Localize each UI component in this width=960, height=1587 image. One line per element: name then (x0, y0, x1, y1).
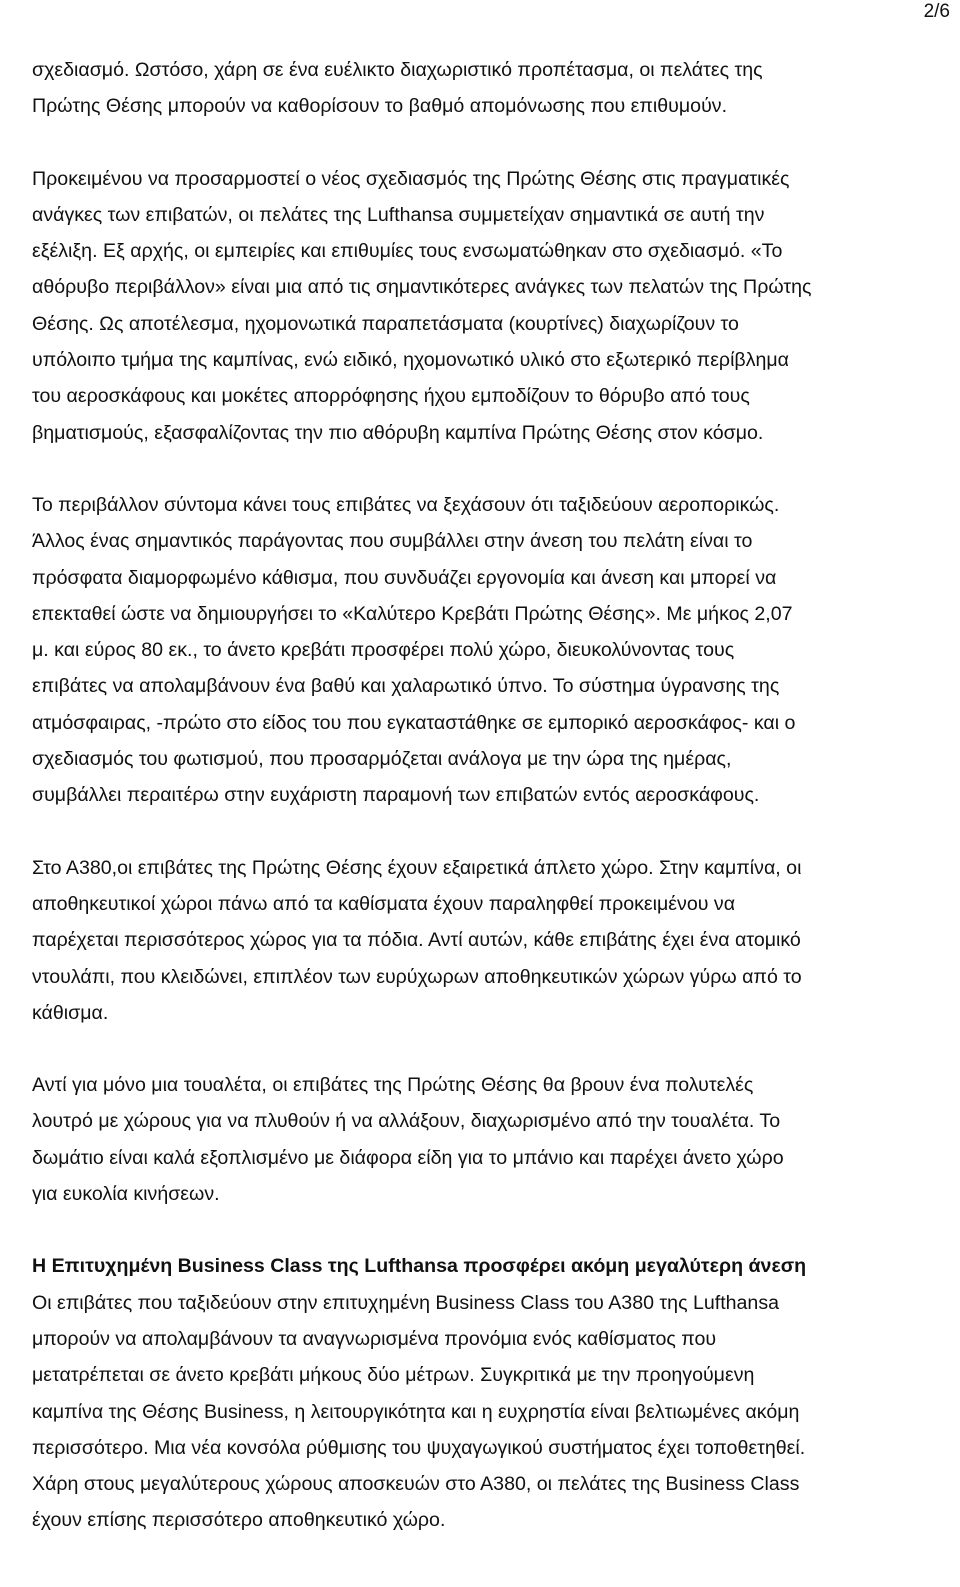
text-line: Πρώτης Θέσης μπορούν να καθορίσουν το βαθμό απομόνωσης που επιθυμούν. (32, 95, 728, 118)
paragraph-spacer (32, 451, 947, 487)
text-line: μπορούν να απολαμβάνουν τα αναγνωρισμένα προνόμια ενός καθίσματος που (32, 1327, 717, 1350)
paragraph-spacer (32, 125, 947, 161)
text-line: του αεροσκάφους και μοκέτες απορρόφησης ήχου εμποδίζουν το θόρυβο από τους (32, 385, 750, 408)
paragraph-washroom (32, 1067, 947, 1212)
text-line: Θέσης. Ως αποτέλεσμα, ηχομονωτικά παραπετάσματα (κουρτίνες) διαχωρίζουν το (32, 312, 739, 335)
text-line: αθόρυβο περιβάλλον» είναι μια από τις σημαντικότερες ανάγκες των πελατών της Πρώτης (32, 276, 812, 299)
paragraph-divider-curtain (32, 52, 947, 125)
text-line: για ευκολία κινήσεων. (32, 1183, 220, 1206)
section-business-class (32, 1248, 947, 1538)
text-line: Οι επιβάτες που ταξιδεύουν στην επιτυχημένη Business Class του Α380 της Lufthansa (32, 1291, 780, 1314)
text-line: παρέχεται περισσότερος χώρος για τα πόδια. Αντί αυτών, κάθε επιβάτης έχει ένα ατομικό (32, 929, 801, 952)
text-line: καμπίνα της Θέσης Business, η λειτουργικότητα και η ευχρηστία είναι βελτιωμένες ακόμη (32, 1400, 800, 1423)
text-line: Προκειμένου να προσαρμοστεί ο νέος σχεδιασμός της Πρώτης Θέσης στις πραγματικές (32, 167, 790, 190)
text-line: Χάρη στους μεγαλύτερους χώρους αποσκευών στο Α380, οι πελάτες της Business Class (32, 1473, 800, 1496)
text-line: έχουν επίσης περισσότερο αποθηκευτικό χώρο. (32, 1509, 446, 1532)
paragraph-storage (32, 850, 947, 1031)
text-line: πρόσφατα διαμορφωμένο κάθισμα, που συνδυάζει εργονομία και άνεση και μπορεί να (32, 566, 777, 589)
text-line: εξέλιξη. Εξ αρχής, οι εμπειρίες και επιθυμίες τους ενσωματώθηκαν στο σχεδιασμό. «Το (32, 240, 783, 263)
text-line: Άλλος ένας σημαντικός παράγοντας που συμβάλλει στην άνεση του πελάτη είναι το (32, 530, 753, 553)
paragraph-quiet-cabin (32, 161, 947, 451)
text-line: επιβάτες να απολαμβάνουν ένα βαθύ και χαλαρωτικό ύπνο. Το σύστημα ύγρανσης της (32, 675, 780, 698)
text-line: επεκταθεί ώστε να δημιουργήσει το «Καλύτερο Κρεβάτι Πρώτης Θέσης». Με μήκος 2,07 (32, 602, 793, 625)
text-line: ανάγκες των επιβατών, οι πελάτες της Lufthansa συμμετείχαν σημαντικά σε αυτή την (32, 203, 765, 226)
text-line: περισσότερο. Μια νέα κονσόλα ρύθμισης του ψυχαγωγικού συστήματος έχει τοποθετηθεί. (32, 1436, 806, 1459)
page-number: 2/6 (923, 1, 950, 22)
text-line: σχεδιασμός του φωτισμού, που προσαρμόζεται ανάλογα με την ώρα της ημέρας, (32, 748, 732, 771)
text-line: αποθηκευτικοί χώροι πάνω από τα καθίσματα έχουν παραληφθεί προκειμένου να (32, 892, 736, 915)
paragraph-spacer (32, 814, 947, 850)
text-line: βηματισμούς, εξασφαλίζοντας την πιο αθόρυβη καμπίνα Πρώτης Θέσης στον κόσμο. (32, 421, 764, 444)
text-line: Αντί για μόνο μια τουαλέτα, οι επιβάτες της Πρώτης Θέσης θα βρουν ένα πολυτελές (32, 1074, 754, 1097)
paragraph-spacer (32, 1212, 947, 1248)
text-line: Στο Α380,οι επιβάτες της Πρώτης Θέσης έχουν εξαιρετικά άπλετο χώρο. Στην καμπίνα, οι (32, 856, 802, 879)
text-line: ντουλάπι, που κλειδώνει, επιπλέον των ευρύχωρων αποθηκευτικών χώρων γύρω από το (32, 965, 802, 988)
text-line: μ. και εύρος 80 εκ., το άνετο κρεβάτι προσφέρει πολύ χώρο, διευκολύνοντας τους (32, 639, 735, 662)
text-line: υπόλοιπο τμήμα της καμπίνας, ενώ ειδικό, ηχομονωτικό υλικό στο εξωτερικό περίβλημα (32, 349, 790, 372)
section-heading: Η Επιτυχημένη Business Class της Lufthansa προσφέρει ακόμη μεγαλύτερη άνεση (32, 1255, 807, 1278)
text-line: Το περιβάλλον σύντομα κάνει τους επιβάτες να ξεχάσουν ότι ταξιδεύουν αεροπορικώς. (32, 493, 780, 516)
text-line: δωμάτιο είναι καλά εξοπλισμένο με διάφορα είδη για το μπάνιο και παρέχει άνετο χώρο (32, 1146, 784, 1169)
text-line: λουτρό με χώρους για να πλυθούν ή να αλλάξουν, διαχωρισμένο από την τουαλέτα. Το (32, 1110, 781, 1133)
paragraph-spacer (32, 1031, 947, 1067)
text-line: σχεδιασμό. Ωστόσο, χάρη σε ένα ευέλικτο διαχωριστικό προπέτασμα, οι πελάτες της (32, 59, 763, 81)
text-line: κάθισμα. (32, 1001, 109, 1024)
text-line: συμβάλλει περαιτέρω στην ευχάριστη παραμονή των επιβατών εντός αεροσκάφους. (32, 784, 760, 807)
paragraph-seat-bed (32, 487, 947, 814)
text-line: ατμόσφαιρας, -πρώτο στο είδος του που εγκαταστάθηκε σε εμπορικό αεροσκάφος- και ο (32, 711, 796, 734)
text-line: μετατρέπεται σε άνετο κρεβάτι μήκους δύο μέτρων. Συγκριτικά με την προηγούμενη (32, 1364, 755, 1387)
document-body (32, 52, 947, 1539)
